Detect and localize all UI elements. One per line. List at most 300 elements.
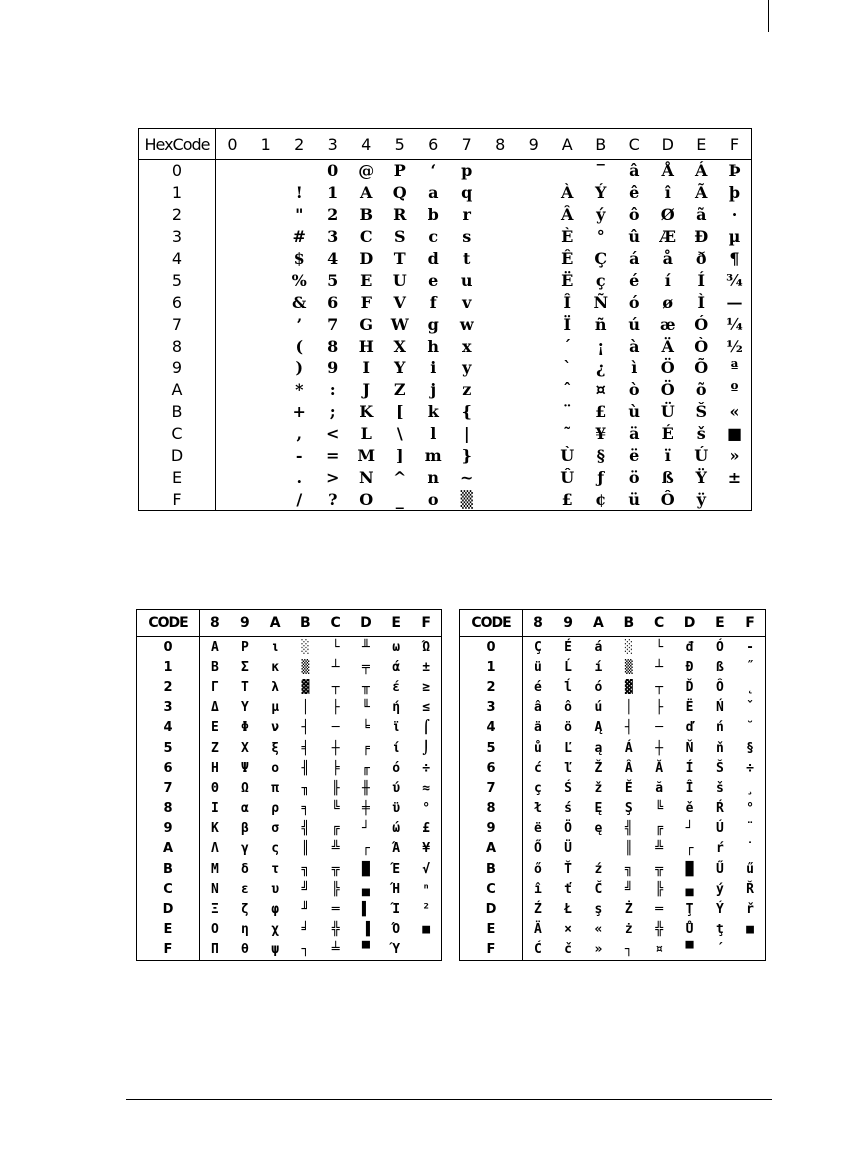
char-cell: Â (561, 205, 574, 225)
char-cell (216, 488, 250, 510)
char-cell: _ (395, 489, 404, 509)
char-cell: Ć (534, 942, 542, 958)
char-cell (517, 357, 551, 379)
char-cell: ě (685, 801, 694, 817)
char-cell: Ü (660, 402, 675, 422)
char-cell: ά (392, 659, 401, 675)
char-cell: Č (594, 881, 603, 897)
column-header: D (651, 129, 685, 160)
row-header: 0 (137, 637, 200, 658)
char-cell: κ (271, 659, 280, 675)
char-cell: ŕ (716, 841, 724, 857)
char-cell: Ő (534, 841, 542, 857)
char-cell: β (240, 821, 249, 837)
char-cell: Ą (594, 720, 603, 736)
table-row (139, 357, 752, 379)
char-cell: á (629, 249, 640, 268)
char-cell: ╗ (301, 861, 310, 877)
char-cell: à (629, 336, 640, 356)
table-row (139, 204, 752, 226)
table-row (137, 637, 442, 658)
char-cell: Ä (534, 922, 542, 938)
char-cell: È (561, 227, 574, 247)
page-corner-mark (768, 0, 769, 32)
char-cell: ύ (392, 780, 401, 796)
table-row (139, 488, 752, 510)
char-cell: ¶ (729, 249, 740, 268)
table-row (137, 698, 442, 718)
char-cell: Μ (210, 861, 219, 877)
char-cell: ) (295, 358, 304, 378)
char-cell: 2 (327, 205, 339, 225)
char-cell: Π (210, 942, 219, 958)
char-cell: Ô (716, 679, 724, 695)
char-cell: l (430, 424, 437, 444)
row-header: E (460, 920, 523, 940)
char-cell: ╣ (301, 821, 310, 837)
char-cell: B (359, 205, 374, 225)
char-cell: » (729, 446, 740, 466)
char-cell: έ (392, 679, 401, 695)
char-cell: î (534, 881, 542, 897)
char-cell: ô (628, 205, 640, 225)
column-header: 9 (553, 610, 583, 637)
char-cell: m (424, 446, 442, 466)
row-header: 5 (139, 269, 216, 291)
char-cell: § (596, 446, 605, 466)
char-cell (249, 379, 283, 401)
char-cell: ¥ (422, 841, 431, 857)
char-cell: Ö (564, 821, 572, 837)
row-header: 5 (137, 738, 200, 758)
char-cell: ▄ (685, 881, 694, 897)
char-cell: D (359, 249, 374, 268)
char-cell (249, 160, 283, 182)
table-row (460, 920, 766, 940)
char-cell: ę (594, 821, 603, 837)
char-cell: Ź (534, 902, 542, 918)
char-cell: M (357, 446, 376, 466)
table-row (139, 269, 752, 291)
char-cell: ç (595, 270, 606, 290)
row-header: C (460, 879, 523, 899)
char-cell: Z (393, 380, 406, 400)
column-header: D (674, 610, 704, 637)
char-cell: § (746, 740, 754, 756)
char-cell: ║ (301, 841, 310, 857)
char-cell (484, 313, 518, 335)
char-cell: ╠ (655, 881, 664, 897)
char-cell: Í (697, 270, 705, 290)
column-header: A (583, 610, 613, 637)
char-cell: Α (210, 639, 219, 655)
table-row (137, 839, 442, 859)
column-header: B (584, 129, 618, 160)
char-cell: G (359, 314, 374, 334)
table-row (460, 758, 766, 778)
char-cell: Υ (240, 700, 249, 716)
char-cell (484, 182, 518, 204)
char-cell: ¢ (595, 489, 607, 509)
char-cell: ´ (563, 336, 572, 356)
char-cell: ž (594, 780, 603, 796)
table-row (139, 182, 752, 204)
char-cell: ~ (460, 467, 474, 487)
char-cell: ║ (624, 841, 633, 857)
char-cell: ρ (271, 801, 280, 817)
char-cell (216, 423, 250, 445)
char-cell: [ (395, 402, 404, 422)
char-cell (216, 445, 250, 467)
char-cell: w (459, 314, 474, 334)
char-cell: ˜ (563, 424, 572, 444)
char-cell: ╒ (361, 740, 370, 756)
char-cell: ╗ (624, 861, 633, 877)
char-cell: Ţ (685, 902, 694, 918)
char-cell: ï (664, 446, 671, 466)
column-header: F (411, 610, 441, 637)
table-row (137, 778, 442, 798)
char-cell: Å (661, 161, 674, 181)
row-header: 7 (139, 313, 216, 335)
char-cell: ╛ (301, 922, 310, 938)
char-cell: ⌠ (422, 720, 431, 736)
char-cell: ? (328, 489, 338, 509)
row-header: A (139, 379, 216, 401)
char-cell: W (390, 314, 409, 334)
corner-label: HexCode (139, 129, 216, 160)
char-cell: y (462, 358, 472, 378)
char-cell: Ç (594, 249, 608, 268)
char-cell: ╦ (331, 861, 340, 877)
row-header: 6 (139, 291, 216, 313)
char-cell: Ω (240, 780, 249, 796)
table-row (460, 819, 766, 839)
char-cell: K (359, 402, 374, 422)
char-cell: ▐ (361, 922, 370, 938)
row-header: 0 (460, 637, 523, 658)
char-cell (517, 204, 551, 226)
char-cell: Ύ (392, 942, 401, 958)
char-cell: ξ (271, 740, 280, 756)
char-cell: F (360, 292, 372, 312)
char-cell: μ (271, 700, 280, 716)
char-cell: ¨ (746, 821, 754, 837)
char-cell: > (326, 467, 340, 487)
char-cell: ─ (331, 720, 340, 736)
char-cell: Σ (240, 659, 249, 675)
char-cell: ╓ (361, 760, 370, 776)
char-cell (216, 160, 250, 182)
char-cell: O (359, 489, 374, 509)
row-header: 7 (137, 778, 200, 798)
char-cell: ò (628, 380, 640, 400)
char-cell: š (696, 424, 706, 444)
table-row (137, 879, 442, 899)
char-cell: Ó (716, 639, 724, 655)
column-header: 0 (216, 129, 250, 160)
char-cell (249, 226, 283, 248)
char-cell: n (427, 467, 440, 487)
char-cell: Â (624, 760, 633, 776)
char-cell: ů (534, 740, 542, 756)
footer-rule (126, 1099, 772, 1100)
table-row (137, 940, 442, 961)
column-header: B (290, 610, 320, 637)
char-cell: â (534, 700, 542, 716)
char-cell: í (594, 659, 603, 675)
char-cell: e (428, 270, 439, 290)
char-cell: Á (695, 161, 708, 181)
char-cell (249, 488, 283, 510)
char-cell: Î (563, 292, 571, 312)
char-cell: Ù (560, 446, 575, 466)
char-cell: γ (240, 841, 249, 857)
column-header: 3 (316, 129, 350, 160)
char-cell (718, 488, 752, 510)
char-cell (283, 160, 317, 182)
char-cell: Ξ (210, 902, 219, 918)
char-cell: É (564, 639, 572, 655)
char-cell: Ú (694, 446, 709, 466)
char-cell: ś (564, 801, 572, 817)
char-cell: í (664, 270, 671, 290)
char-cell (517, 488, 551, 510)
char-cell: ϋ (392, 801, 401, 817)
char-cell: ╩ (655, 841, 664, 857)
table-row (460, 940, 766, 961)
char-cell: ο (271, 760, 280, 776)
char-cell (517, 182, 551, 204)
char-cell: î (664, 183, 671, 203)
char-cell (249, 248, 283, 270)
charset-table-main (138, 128, 752, 511)
table-row (139, 226, 752, 248)
char-cell: φ (271, 902, 280, 918)
row-header: 1 (137, 657, 200, 677)
row-header: 5 (460, 738, 523, 758)
char-cell: ╣ (624, 821, 633, 837)
char-cell: Ŕ (716, 801, 724, 817)
char-cell (517, 423, 551, 445)
char-cell: ¿ (596, 358, 606, 378)
char-cell: ť (564, 881, 572, 897)
char-cell: Ώ (422, 639, 431, 655)
row-header: C (137, 879, 200, 899)
char-cell (249, 182, 283, 204)
char-cell (484, 466, 518, 488)
char-cell: Β (210, 659, 219, 675)
char-cell: » (594, 942, 603, 958)
char-cell: ╬ (331, 922, 340, 938)
char-cell: ą (594, 740, 603, 756)
char-cell: j (430, 380, 437, 400)
table-row (460, 778, 766, 798)
row-header: 3 (460, 698, 523, 718)
char-cell: ▌ (361, 902, 370, 918)
char-cell (216, 269, 250, 291)
char-cell: ▀ (685, 942, 694, 958)
char-cell: ˛ (746, 679, 754, 695)
char-cell: a (428, 183, 439, 203)
row-header: 8 (137, 799, 200, 819)
char-cell: Ú (716, 821, 724, 837)
char-cell: % (291, 270, 307, 290)
column-header: 1 (249, 129, 283, 160)
char-cell: ╧ (331, 942, 340, 958)
char-cell: s (462, 227, 472, 247)
table-row (139, 248, 752, 270)
char-cell: Ρ (240, 639, 249, 655)
table-row (460, 879, 766, 899)
char-cell: █ (685, 861, 694, 877)
row-header: 6 (460, 758, 523, 778)
char-cell: ╪ (361, 801, 370, 817)
column-header: 2 (283, 129, 317, 160)
char-cell: ς (271, 841, 280, 857)
row-header: 3 (137, 698, 200, 718)
char-cell: č (564, 942, 572, 958)
char-cell (249, 313, 283, 335)
char-cell: ┬ (655, 679, 664, 695)
column-header: B (614, 610, 644, 637)
char-cell: Κ (210, 821, 219, 837)
char-cell: Ü (564, 841, 572, 857)
char-cell: ╝ (624, 881, 633, 897)
char-cell: ý (716, 881, 724, 897)
char-cell: ≥ (422, 679, 431, 695)
char-cell: 6 (327, 292, 339, 312)
char-cell: E (360, 270, 373, 290)
char-cell: ú (628, 314, 641, 334)
char-cell: ¤ (595, 380, 606, 400)
char-cell: ▄ (361, 881, 370, 897)
char-cell: Χ (240, 740, 249, 756)
char-cell: ö (564, 720, 572, 736)
char-cell: . (296, 467, 303, 487)
char-cell: q (461, 183, 473, 203)
table-row (137, 859, 442, 879)
char-cell: Á (624, 740, 633, 756)
char-cell: Ś (564, 780, 572, 796)
row-header: 2 (137, 677, 200, 697)
char-cell: ü (534, 659, 542, 675)
char-cell: √ (422, 861, 431, 877)
header-row (139, 129, 752, 160)
char-cell: ü (628, 489, 641, 509)
char-cell: ľ (564, 760, 572, 776)
char-cell: - (295, 446, 303, 466)
char-cell: ½ (726, 336, 743, 356)
row-header: 4 (137, 718, 200, 738)
char-cell: ° (746, 801, 754, 817)
table-row (137, 819, 442, 839)
char-cell: H (358, 336, 374, 356)
char-cell: Ã (695, 183, 708, 203)
char-cell: Η (210, 760, 219, 776)
char-cell: ╩ (331, 841, 340, 857)
row-header: 9 (137, 819, 200, 839)
char-cell: ┤ (624, 720, 633, 736)
table-row (460, 677, 766, 697)
char-cell: ê (629, 183, 640, 203)
column-header: 8 (523, 610, 553, 637)
column-header: 4 (350, 129, 384, 160)
table-row (139, 445, 752, 467)
char-cell: ĺ (564, 679, 572, 695)
row-header: F (139, 488, 216, 510)
char-cell: ═ (655, 902, 664, 918)
char-cell (216, 357, 250, 379)
table-row (460, 698, 766, 718)
char-cell: ö (628, 467, 640, 487)
char-cell (484, 357, 518, 379)
table-row (139, 379, 752, 401)
char-cell: ╡ (301, 740, 310, 756)
header-row (460, 610, 766, 637)
char-cell: ÷ (422, 760, 431, 776)
char-cell (249, 445, 283, 467)
table-row (139, 401, 752, 423)
char-cell: X (393, 336, 406, 356)
char-cell: i (430, 358, 437, 378)
char-cell: Ű (716, 861, 724, 877)
char-cell: æ (659, 314, 676, 334)
char-cell: ç (534, 780, 542, 796)
char-cell: ; (329, 402, 336, 422)
char-cell: c (428, 227, 439, 247)
char-cell: N (358, 467, 374, 487)
char-cell: Ί (392, 902, 401, 918)
char-cell: ’ (296, 314, 303, 334)
char-cell: ▒ (301, 659, 310, 675)
char-cell: ψ (271, 942, 280, 958)
char-cell: Ž (594, 760, 603, 776)
char-cell: Ë (561, 270, 574, 290)
char-cell: █ (361, 861, 370, 877)
char-cell: Ά (392, 841, 401, 857)
row-header: A (137, 839, 200, 859)
char-cell: ▓ (624, 679, 633, 695)
char-cell (484, 204, 518, 226)
char-cell: û (628, 227, 641, 247)
char-cell: Ν (210, 881, 219, 897)
char-cell: Τ (240, 679, 249, 695)
char-cell: Ô (660, 489, 675, 509)
char-cell: Ό (392, 922, 401, 938)
char-cell: ╔ (655, 821, 664, 837)
char-cell: ▒ (624, 659, 633, 675)
char-cell: L (360, 424, 372, 444)
char-cell: υ (271, 881, 280, 897)
char-cell: ß (661, 467, 674, 487)
char-cell: ┘ (685, 821, 694, 837)
char-cell: g (427, 314, 439, 334)
char-cell: Y (394, 358, 406, 378)
char-cell (517, 160, 551, 182)
char-cell: þ (728, 183, 741, 203)
row-header: 3 (139, 226, 216, 248)
char-cell (484, 401, 518, 423)
char-cell: Ů (685, 922, 694, 938)
char-cell: ε (240, 881, 249, 897)
char-cell: ί (392, 740, 401, 756)
char-cell: b (427, 205, 439, 225)
char-cell: & (292, 292, 307, 312)
char-cell: ! (295, 183, 303, 203)
column-header: A (260, 610, 290, 637)
char-cell: $ (293, 249, 305, 268)
